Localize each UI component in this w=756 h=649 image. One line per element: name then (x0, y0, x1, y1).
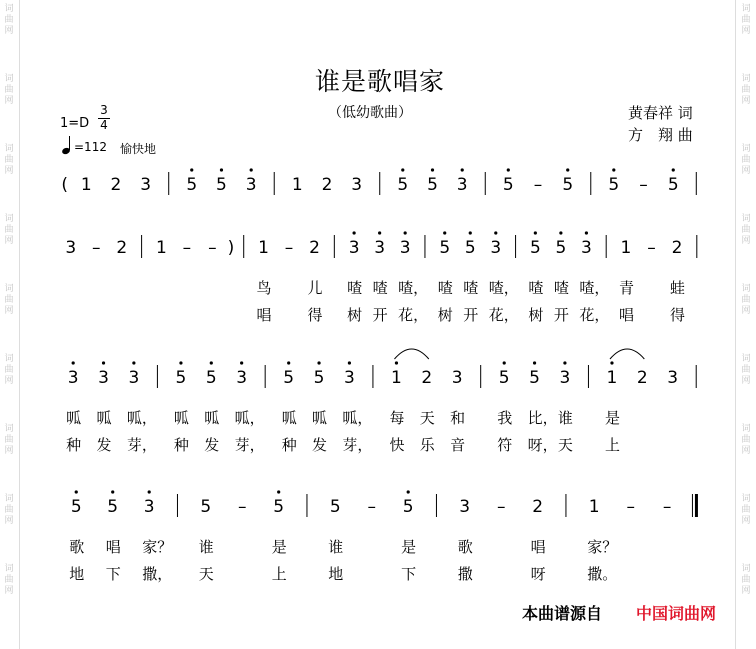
jianpu-note: 3 (348, 238, 360, 258)
watermark-char: 词 (4, 4, 14, 14)
lyric-syllable: 喳 (463, 279, 479, 297)
octave-dot (407, 490, 410, 493)
jianpu-note: 3 (399, 238, 411, 258)
jianpu-note: 5 (555, 238, 567, 258)
footer-source-label: 本曲谱源自 (522, 604, 603, 623)
lyric-syllable: 花， (488, 306, 519, 324)
jianpu-note: 3 (245, 175, 257, 195)
lyric-syllable: 呱， (342, 409, 373, 427)
jianpu-note: 5 (529, 238, 541, 258)
jianpu-note: 2 (309, 238, 320, 258)
lyric-syllable: 歌 (69, 538, 85, 556)
octave-dot (210, 361, 213, 364)
octave-dot (503, 361, 506, 364)
jianpu-note: 5 (200, 497, 212, 517)
octave-dot (533, 361, 536, 364)
octave-dot (72, 361, 75, 364)
lyric-syllable: 喳 (347, 279, 363, 297)
jianpu-note: 2 (321, 175, 333, 195)
watermark-char: 网 (741, 26, 751, 36)
octave-dot (353, 231, 356, 234)
lyric-syllable: 呱 (312, 409, 328, 427)
jianpu-note: 1 (155, 238, 167, 258)
jianpu-note: 5 (562, 175, 574, 195)
lyric-syllable: 撒 (457, 565, 473, 583)
watermark-char: 曲 (741, 85, 751, 95)
song-subtitle: （低幼歌曲） (328, 105, 412, 121)
watermark-char: 词 (741, 424, 751, 434)
watermark-char: 网 (741, 446, 751, 456)
watermark-char: 网 (4, 586, 14, 596)
lyric-syllable: 花， (579, 306, 610, 324)
lyric-syllable: 上 (604, 436, 620, 454)
jianpu-note: 3 (490, 238, 502, 258)
dash: – (367, 497, 376, 517)
song-title: 谁是歌唱家 (314, 67, 445, 96)
lyric-syllable: 发 (96, 436, 112, 454)
bracket: ) (227, 238, 235, 258)
jianpu-note: 3 (128, 368, 140, 388)
lyric-syllable: 符 (497, 436, 513, 454)
watermark-char: 词 (4, 284, 14, 294)
watermark-char: 曲 (741, 575, 751, 585)
watermark-char: 曲 (4, 365, 14, 375)
octave-dot (250, 168, 253, 171)
jianpu-note: 5 (175, 368, 187, 388)
watermark-char: 网 (4, 376, 14, 386)
jianpu-note: 3 (140, 175, 152, 195)
watermark-char: 曲 (741, 365, 751, 375)
watermark-char: 词 (4, 564, 14, 574)
lyric-syllable: 呱 (96, 409, 112, 427)
lyric-syllable: 乐 (419, 436, 435, 454)
jianpu-note: 3 (343, 368, 355, 388)
octave-dot (507, 168, 510, 171)
jianpu-note: 5 (186, 175, 198, 195)
jianpu-note: 5 (502, 175, 514, 195)
lyric-syllable: 天 (557, 436, 573, 454)
watermark-char: 曲 (741, 295, 751, 305)
lyric-syllable: 呱 (204, 409, 220, 427)
lyric-syllable: 快 (389, 436, 405, 454)
octave-dot (75, 490, 78, 493)
lyric-syllable: 唱 (530, 538, 546, 556)
watermark-char: 网 (4, 166, 14, 176)
jianpu-note: 5 (216, 175, 227, 195)
jianpu-note: 1 (620, 238, 632, 258)
watermark-char: 网 (741, 306, 751, 316)
jianpu-note: 5 (329, 497, 341, 517)
bracket: ( (61, 175, 69, 195)
lyric-syllable: 呱 (66, 409, 82, 427)
watermark-char: 曲 (4, 435, 14, 445)
lyric-syllable: 蛙 (670, 279, 686, 297)
lyric-syllable: 唱 (256, 306, 272, 324)
lyric-syllable: 是 (604, 409, 620, 427)
jianpu-note: 5 (427, 175, 438, 195)
dash: – (626, 497, 635, 517)
jianpu-note: 3 (67, 368, 79, 388)
lyric-syllable: 树 (347, 306, 363, 324)
lyric-syllable: 喳 (553, 279, 569, 297)
jianpu-note: 3 (580, 238, 592, 258)
lyricist-credit: 黄春祥 词 (628, 104, 693, 122)
watermark-char: 曲 (741, 15, 751, 25)
watermark-char: 网 (4, 306, 14, 316)
jianpu-note: 5 (498, 368, 510, 388)
lyric-syllable: 芽， (234, 436, 265, 454)
octave-dot (461, 168, 464, 171)
lyric-syllable: 和 (450, 409, 466, 427)
lyric-syllable: 开 (553, 306, 569, 324)
jianpu-note: 2 (532, 497, 544, 517)
lyric-syllable: 天 (419, 409, 435, 427)
slur (394, 349, 428, 359)
octave-dot (494, 231, 497, 234)
jianpu-note: 3 (374, 238, 386, 258)
lyric-syllable: 地 (328, 565, 344, 583)
dash: – (92, 238, 101, 258)
jianpu-note: 2 (636, 368, 648, 388)
lyric-syllable: 鸟 (256, 279, 272, 297)
lyric-syllable: 种 (173, 436, 189, 454)
jianpu-note: 5 (402, 497, 414, 517)
jianpu-note: 5 (667, 175, 679, 195)
dash: – (182, 238, 192, 258)
watermark-char: 网 (741, 376, 751, 386)
key-signature: 1=D (60, 116, 90, 131)
watermark-char: 曲 (741, 505, 751, 515)
octave-dot (431, 168, 434, 171)
watermark-char: 词 (741, 284, 751, 294)
octave-dot (559, 231, 562, 234)
jianpu-note: 5 (464, 238, 476, 258)
jianpu-note: 5 (70, 497, 82, 517)
dash: – (647, 238, 656, 258)
dash: – (662, 497, 672, 517)
lyric-syllable: 谁 (557, 409, 573, 427)
lyric-syllable: 是 (401, 538, 417, 556)
octave-dot (240, 361, 243, 364)
lyric-syllable: 我 (497, 409, 513, 427)
octave-dot (179, 361, 182, 364)
watermark-char: 曲 (741, 435, 751, 445)
watermark-char: 曲 (741, 155, 751, 165)
watermark-char: 词 (741, 4, 751, 14)
watermark-char: 曲 (4, 85, 14, 95)
lyric-syllable: 开 (372, 306, 388, 324)
lyric-syllable: 呱， (234, 409, 265, 427)
lyric-syllable: 家？ (142, 538, 173, 556)
watermark-char: 网 (741, 586, 751, 596)
octave-dot (534, 231, 537, 234)
watermark-char: 曲 (4, 225, 14, 235)
lyric-syllable: 歌 (457, 538, 473, 556)
lyric-syllable: 发 (312, 436, 328, 454)
lyric-syllable: 呀 (530, 565, 546, 583)
lyric-syllable: 每 (389, 409, 405, 427)
watermark-char: 曲 (4, 155, 14, 165)
lyric-syllable: 开 (463, 306, 479, 324)
lyric-syllable: 花， (398, 306, 429, 324)
watermark-char: 词 (741, 74, 751, 84)
dash: – (208, 238, 217, 258)
lyric-syllable: 得 (307, 306, 323, 324)
octave-dot (148, 490, 151, 493)
lyric-syllable: 比， (527, 409, 558, 427)
time-signature-top: 3 (100, 103, 108, 117)
lyric-syllable: 芽， (342, 436, 373, 454)
jianpu-note: 1 (291, 175, 303, 195)
octave-dot (378, 231, 381, 234)
jianpu-note: 1 (391, 368, 402, 388)
lyric-syllable: 撒。 (587, 565, 618, 583)
watermark-char: 曲 (4, 295, 14, 305)
slur (610, 349, 644, 359)
jianpu-note: 3 (236, 368, 248, 388)
lyric-syllable: 下 (105, 565, 121, 583)
jianpu-note: 3 (98, 368, 109, 388)
dash: – (284, 238, 294, 258)
jianpu-note: 2 (116, 238, 128, 258)
lyric-syllable: 地 (69, 565, 85, 583)
jianpu-note: 3 (459, 497, 471, 517)
jianpu-note: 1 (258, 238, 269, 258)
watermark-char: 词 (4, 354, 14, 364)
lyric-syllable: 唱 (618, 306, 634, 324)
watermark-char: 网 (4, 446, 14, 456)
dash: – (496, 497, 506, 517)
octave-dot (401, 168, 404, 171)
lyric-syllable: 是 (271, 538, 287, 556)
dash: – (533, 175, 543, 195)
jianpu-note: 5 (439, 238, 451, 258)
watermark-char: 曲 (741, 225, 751, 235)
octave-dot (672, 168, 675, 171)
lyric-syllable: 撒， (142, 565, 173, 583)
jianpu-note: 3 (143, 497, 155, 517)
jianpu-note: 3 (667, 368, 679, 388)
jianpu-note: 3 (456, 175, 468, 195)
lyric-syllable: 得 (670, 306, 686, 324)
lyric-syllable: 喳， (398, 279, 429, 297)
lyric-syllable: 呀， (527, 436, 558, 454)
octave-dot (443, 231, 446, 234)
jianpu-note: 1 (80, 175, 92, 195)
watermark-char: 网 (4, 236, 14, 246)
octave-dot (317, 361, 320, 364)
lyric-syllable: 喳 (437, 279, 453, 297)
octave-dot (610, 361, 613, 364)
watermark-char: 曲 (4, 505, 14, 515)
lyric-syllable: 谁 (198, 538, 214, 556)
lyric-syllable: 树 (528, 306, 544, 324)
expression-marking: 愉快地 (120, 142, 157, 156)
composer-credit: 方 翔 曲 (628, 126, 693, 144)
time-signature-bottom: 4 (100, 118, 108, 132)
lyric-syllable: 呱 (173, 409, 189, 427)
lyric-syllable: 喳 (372, 279, 388, 297)
lyric-syllable: 种 (66, 436, 82, 454)
jianpu-note: 5 (205, 368, 217, 388)
lyric-syllable: 谁 (328, 538, 344, 556)
watermark-char: 词 (4, 214, 14, 224)
jianpu-note: 3 (559, 368, 571, 388)
dash: – (237, 497, 247, 517)
watermark-char: 网 (741, 236, 751, 246)
jianpu-note: 5 (273, 497, 285, 517)
watermark-char: 词 (4, 424, 14, 434)
jianpu-note: 1 (588, 497, 600, 517)
jianpu-note: 5 (107, 497, 119, 517)
lyric-syllable: 发 (204, 436, 220, 454)
watermark-char: 词 (4, 74, 14, 84)
watermark-char: 词 (741, 354, 751, 364)
lyric-syllable: 喳 (528, 279, 544, 297)
octave-dot (404, 231, 407, 234)
jianpu-note: 5 (283, 368, 295, 388)
octave-dot (102, 361, 105, 364)
watermark-char: 词 (741, 564, 751, 574)
lyric-syllable: 树 (437, 306, 453, 324)
lyric-syllable: 喳， (488, 279, 519, 297)
jianpu-note: 5 (608, 175, 620, 195)
watermark-char: 曲 (4, 15, 14, 25)
lyric-syllable: 青 (618, 279, 634, 297)
octave-dot (612, 168, 615, 171)
octave-dot (585, 231, 588, 234)
jianpu-note: 2 (671, 238, 683, 258)
lyric-syllable: 儿 (307, 279, 323, 297)
jianpu-note: 3 (351, 175, 363, 195)
watermark-char: 网 (741, 166, 751, 176)
watermark-char: 词 (741, 494, 751, 504)
jianpu-note: 3 (451, 368, 463, 388)
watermark-char: 网 (741, 516, 751, 526)
lyric-syllable: 种 (281, 436, 297, 454)
jianpu-note: 3 (65, 238, 77, 258)
lyric-syllable: 呱， (126, 409, 157, 427)
octave-dot (287, 361, 290, 364)
watermark-char: 词 (4, 144, 14, 154)
watermark-char: 词 (741, 144, 751, 154)
lyric-syllable: 下 (401, 565, 417, 583)
watermark-char: 网 (741, 96, 751, 106)
octave-dot (348, 361, 351, 364)
lyric-syllable: 上 (271, 565, 287, 583)
jianpu-note: 2 (110, 175, 122, 195)
jianpu-note: 5 (313, 368, 325, 388)
lyric-syllable: 家？ (587, 538, 618, 556)
octave-dot (190, 168, 193, 171)
footer-site-link[interactable]: 中国词曲网 (636, 604, 717, 623)
octave-dot (566, 168, 569, 171)
watermark-char: 词 (4, 494, 14, 504)
octave-dot (469, 231, 472, 234)
octave-dot (563, 361, 566, 364)
octave-dot (395, 361, 398, 364)
watermark-char: 网 (4, 516, 14, 526)
lyric-syllable: 天 (198, 565, 214, 583)
lyric-syllable: 唱 (105, 538, 121, 556)
watermark-char: 曲 (4, 575, 14, 585)
octave-dot (277, 490, 280, 493)
tempo-marking: =112 (74, 140, 107, 154)
lyric-syllable: 芽， (126, 436, 157, 454)
jianpu-note: 5 (529, 368, 540, 388)
jianpu-note: 1 (606, 368, 618, 388)
octave-dot (111, 490, 114, 493)
lyric-syllable: 呱 (281, 409, 297, 427)
jianpu-note: 5 (397, 175, 409, 195)
watermark-char: 网 (4, 26, 14, 36)
watermark-char: 网 (4, 96, 14, 106)
dash: – (639, 175, 648, 195)
lyric-syllable: 喳， (579, 279, 610, 297)
watermark-char: 词 (741, 214, 751, 224)
lyric-syllable: 音 (450, 436, 466, 454)
octave-dot (220, 168, 223, 171)
jianpu-note: 2 (421, 368, 433, 388)
octave-dot (132, 361, 135, 364)
